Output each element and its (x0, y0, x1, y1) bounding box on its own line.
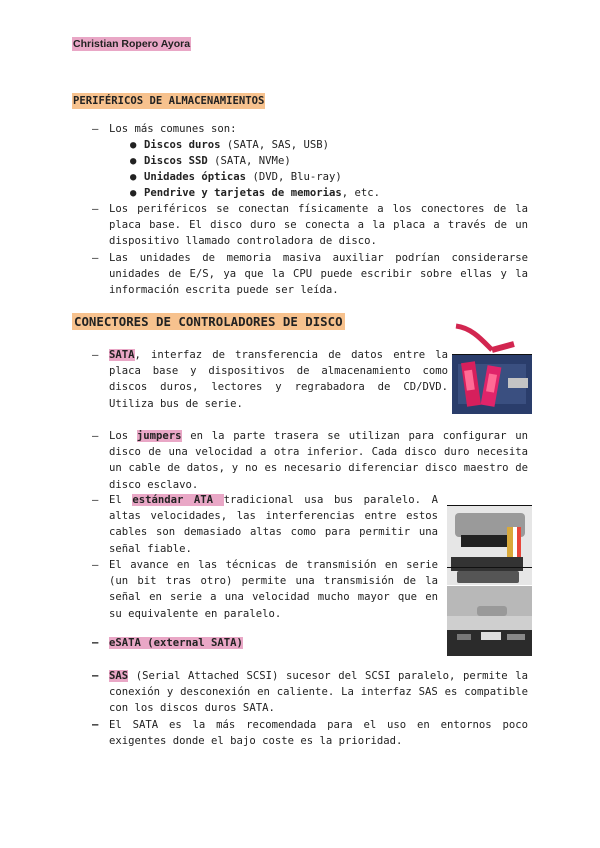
dash-bullet: – (92, 670, 99, 682)
list-item-sata (92, 347, 448, 412)
sub-list-item (130, 137, 329, 153)
list-item (92, 121, 528, 137)
sub-list-item (130, 185, 380, 201)
text-pre: El (109, 494, 133, 506)
list-item-esata (92, 635, 528, 651)
bullet-rest: (SATA, SAS, USB) (220, 139, 329, 151)
bullet-bold: Unidades ópticas (144, 171, 247, 183)
list-item-text: tradicional usa bus paralelo. A altas velocidades, las interferencias entre estos cables son demasiado altas como para permitir una señal fiable. (109, 494, 438, 555)
dash-bullet: – (92, 494, 99, 506)
list-item (92, 201, 528, 250)
list-item-text: El avance en las técnicas de transmisión en serie (un bit tras otro) permite una transmisión de la señal en serie a una velocidad mucho mayor que en su equivalente en paralelo. (109, 559, 438, 620)
list-item-text: en la parte trasera se utilizan para configurar un disco de una velocidad a otra inferior. Cada disco duro necesita un cable de datos, y no es necesario diferenciar disco maestro de disco esclavo. (109, 430, 529, 491)
bullet-bold: Pendrive y tarjetas de memorias (144, 187, 342, 199)
bullet-bold: Discos duros (144, 139, 221, 151)
bullet-rest: (SATA, NVMe) (207, 155, 291, 167)
dash-bullet: – (92, 123, 99, 135)
bullet-bold: Discos SSD (144, 155, 208, 167)
section-heading-perifericos: PERIFÉRICOS DE ALMACENAMIENTOS (72, 93, 265, 109)
list-item-text: El SATA es la más recomendada para el uso en entornos poco exigentes donde el bajo coste es la prioridad. (109, 719, 528, 748)
list-item-text: , interfaz de transferencia de datos entre la placa base y dispositivos de almacenamiento como discos duros, lectores y regrabadora de CD/DVD. Utiliza bus de serie. (109, 349, 448, 410)
list-item-ata (92, 492, 438, 557)
list-item-sas (92, 668, 528, 717)
list-item-text: Los periféricos se conectan físicamente a los conectores de la placa base. El disco duro se conecta a la placa a través de un dispositivo llamado controladora de disco. (109, 203, 528, 248)
ata-connector-image (447, 505, 532, 585)
dash-bullet: – (92, 252, 99, 264)
list-item-serial (92, 557, 438, 622)
bullet-icon: ● (130, 171, 137, 183)
dash-bullet: – (92, 559, 99, 571)
sub-list-item (130, 169, 342, 185)
bullet-rest: , etc. (341, 187, 380, 199)
dash-bullet: – (92, 719, 99, 731)
bullet-icon: ● (130, 155, 137, 167)
term-sata: SATA (109, 349, 135, 361)
list-item (92, 250, 528, 299)
bullet-rest: (DVD, Blu-ray) (246, 171, 342, 183)
list-item-text: (Serial Attached SCSI) sucesor del SCSI paralelo, permite la conexión y desconexión en caliente. La interfaz SAS es compatible con los discos duros SATA. (109, 670, 528, 715)
term-jumpers: jumpers (136, 430, 182, 442)
term-esata: eSATA (external SATA) (109, 637, 243, 649)
dash-bullet: – (92, 637, 99, 649)
term-ata: estándar ATA (132, 494, 224, 506)
dash-bullet: – (92, 430, 99, 442)
list-item-text: Los más comunes son: (109, 123, 237, 135)
bullet-icon: ● (130, 187, 137, 199)
dash-bullet: – (92, 349, 99, 361)
dash-bullet: – (92, 203, 99, 215)
bullet-icon: ● (130, 139, 137, 151)
author-name: Christian Ropero Ayora (73, 38, 191, 50)
section-heading-conectores: CONECTORES DE CONTROLADORES DE DISCO (74, 314, 343, 329)
sub-list-item (130, 153, 291, 169)
list-item-jumpers (92, 428, 528, 493)
sata-cable-image (452, 318, 532, 414)
term-sas: SAS (109, 670, 129, 682)
text-pre: Los (109, 430, 137, 442)
list-item-text: Las unidades de memoria masiva auxiliar podrían considerarse unidades de E/S, ya que la CPU puede escribir sobre ellas y la información escrita puede ser leída. (109, 252, 528, 297)
list-item-recommend (92, 717, 528, 749)
